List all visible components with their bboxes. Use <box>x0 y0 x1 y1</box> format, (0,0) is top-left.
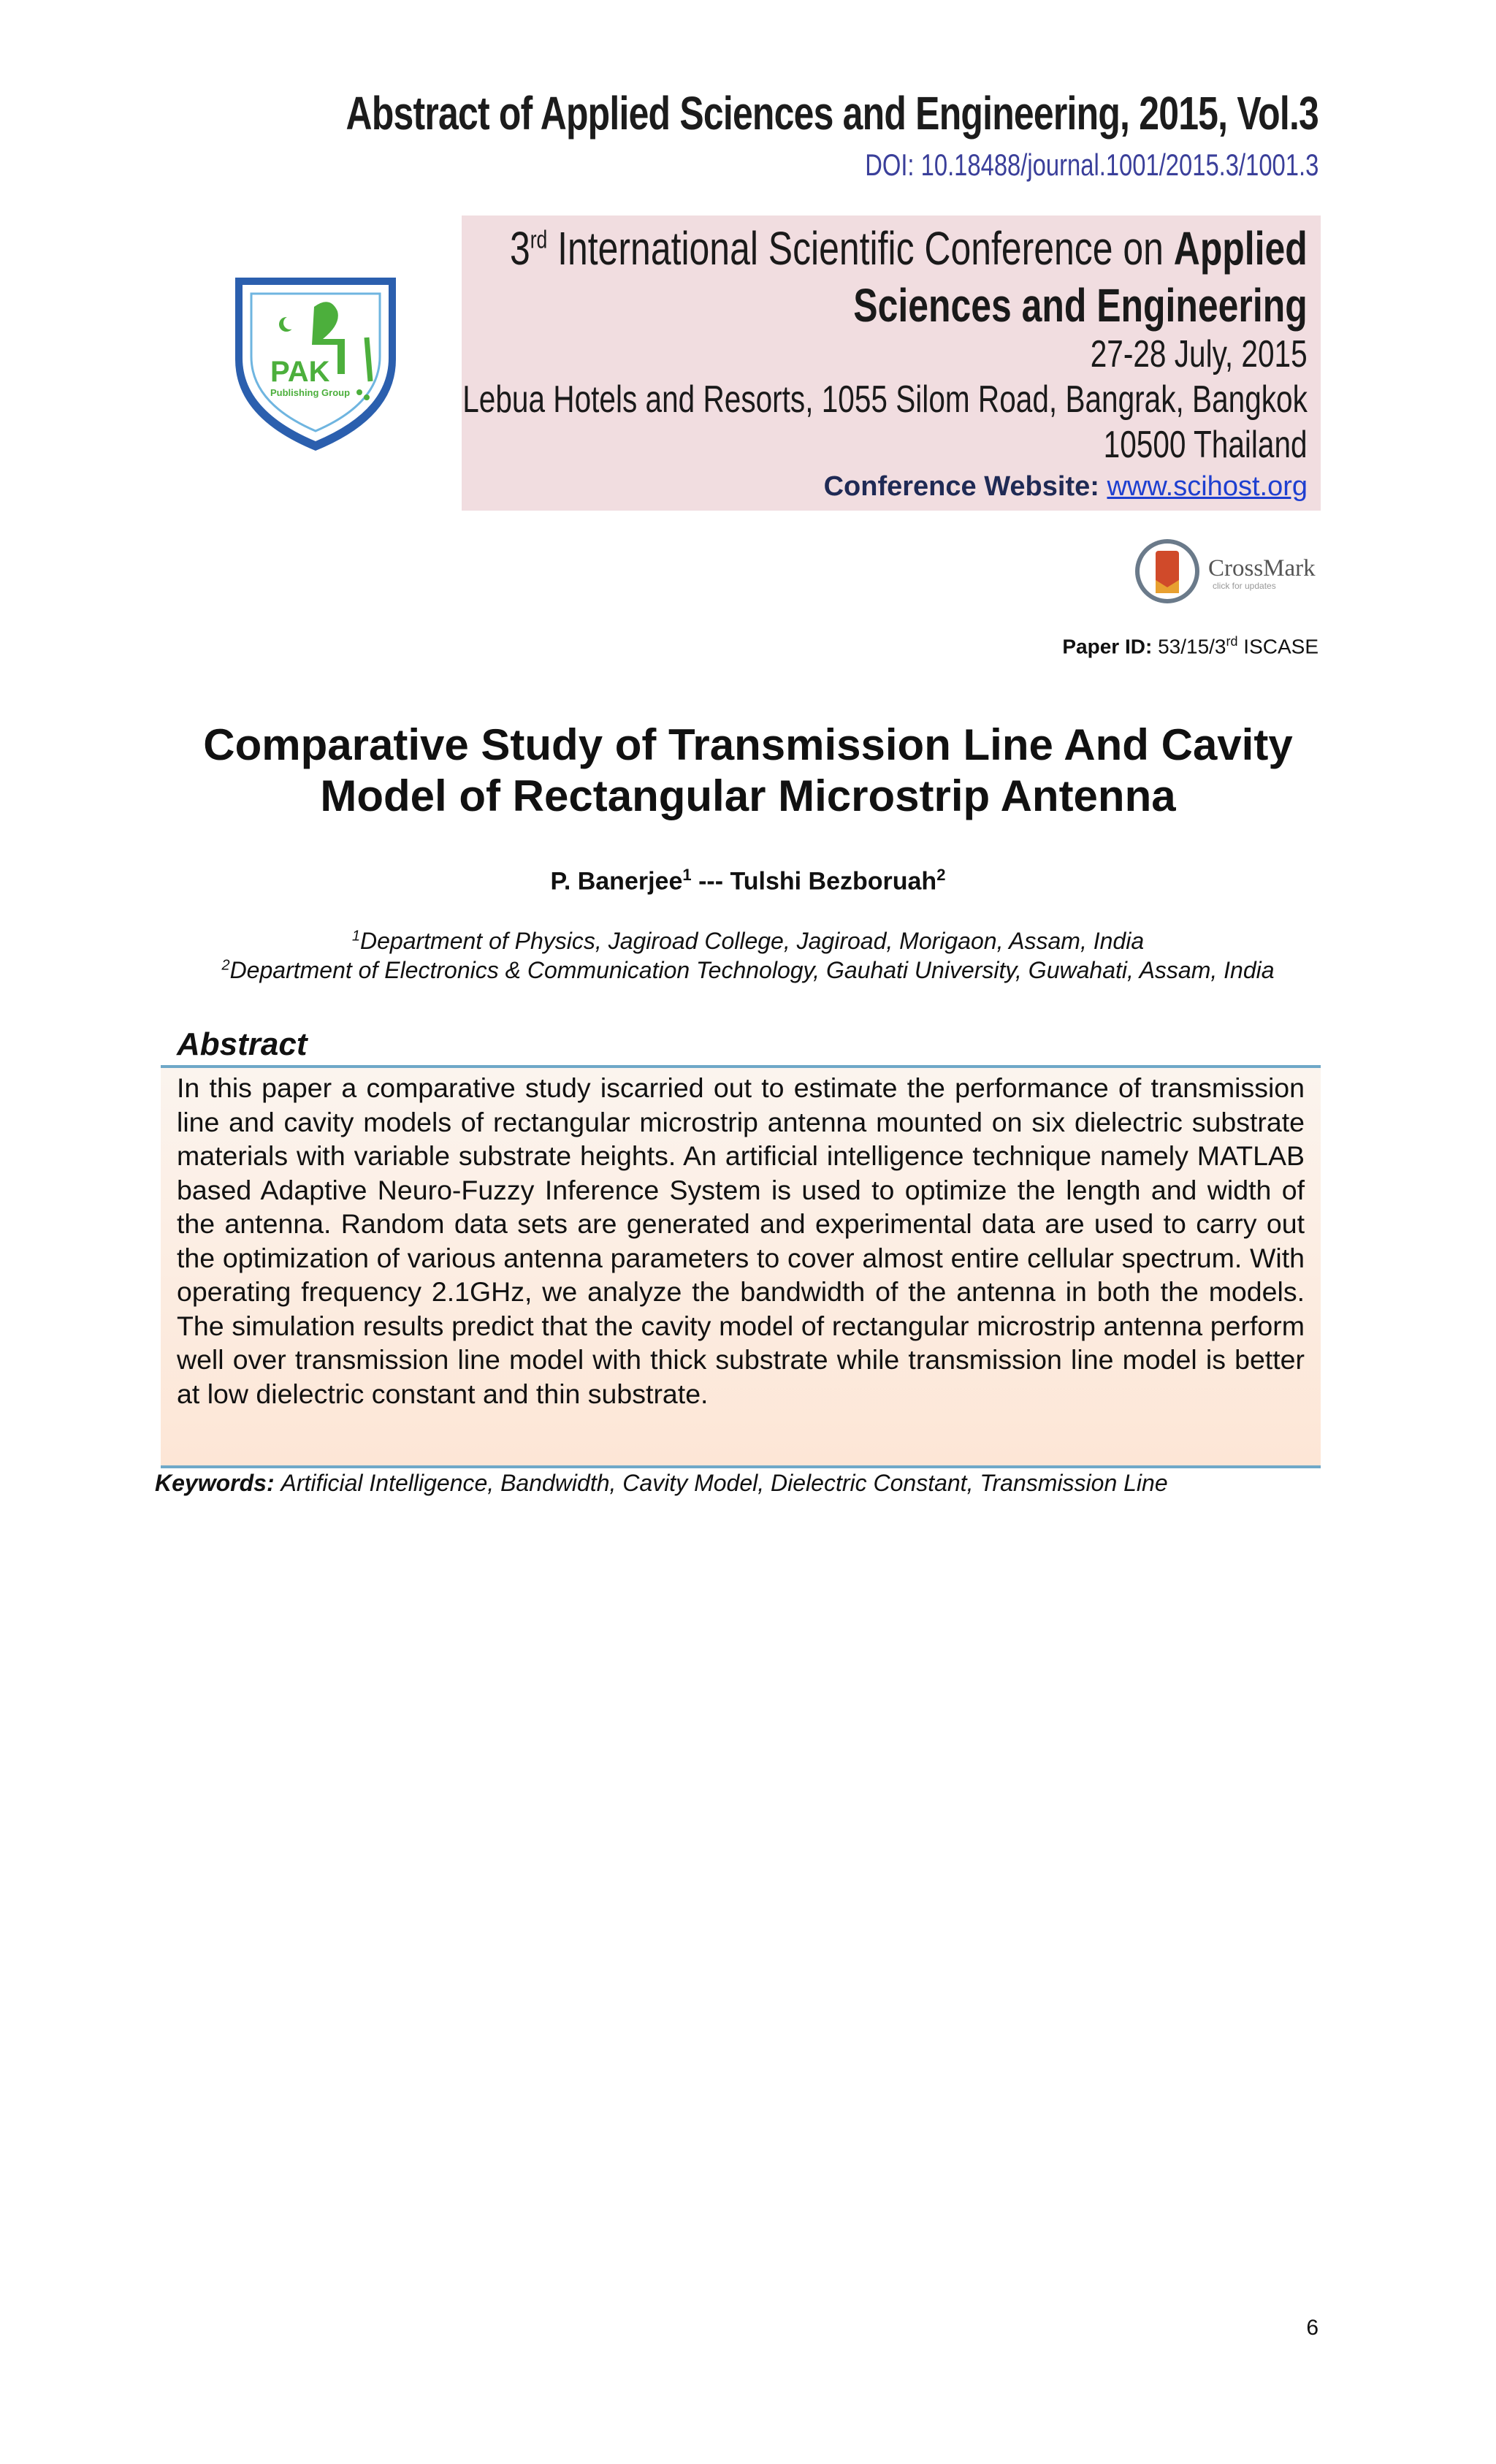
logo-subtext: Publishing Group <box>270 387 351 398</box>
conference-venue: Lebua Hotels and Resorts, 1055 Silom Road, Bangrak, Bangkok <box>462 378 1308 421</box>
logo-text: PAK <box>270 356 330 388</box>
paper-id: Paper ID: 53/15/3rd ISCASE <box>1062 634 1318 658</box>
abstract-text: In this paper a comparative study iscarried out to estimate the performance of transmission line and cavity models of rectangular microstrip antenna mounted on six dielectric substrate materials with variable substrate heights. An artificial intelligence technique namely MATLAB based Adaptive Neuro-Fuzzy Inference System is used to optimize the length and width of the antenna. Random data sets are generated and experimental data are used to carry out the optimization of various antenna parameters to cover almost entire cellular spectrum. With operating frequency 2.1GHz, we analyze the bandwidth of the antenna in both the models. The simulation results predict that the cavity model of rectangular microstrip antenna perform well over transmission line model with thick substrate while transmission line model is better at low dielectric constant and thin substrate. <box>177 1072 1305 1409</box>
conference-website-link[interactable]: www.scihost.org <box>1107 471 1308 502</box>
crossmark-tagline: click for updates <box>1213 581 1276 591</box>
crossmark-name: CrossMark <box>1208 555 1316 581</box>
journal-doi[interactable]: DOI: 10.18488/journal.1001/2015.3/1001.3 <box>864 148 1318 182</box>
paper-authors: P. Banerjee$^1$ --- Tulshi Bezboruah$^2$ <box>550 866 946 896</box>
abstract-heading: Abstract <box>177 1026 308 1062</box>
paper-title <box>131 720 1365 822</box>
page-number: 6 <box>1306 2316 1318 2340</box>
affiliation-2: $^2$Department of Electronics & Communication Technology, Gauhati University, Guwahati, Assam, India <box>221 957 1275 983</box>
conference-website: Conference Website: www.scihost.org <box>823 471 1308 502</box>
conference-title-line2: Sciences and Engineering <box>853 279 1308 332</box>
paper-title-line1: Comparative Study of Transmission Line And Cavity <box>203 720 1293 769</box>
author-1: P. Banerjee <box>550 867 683 896</box>
conference-title-line1: 3rd International Scientific Conference on Applied <box>510 222 1308 275</box>
affiliation-1: $^1$Department of Physics, Jagiroad College, Jagiroad, Morigaon, Assam, India <box>351 928 1145 954</box>
author-2: Tulshi Bezboruah <box>730 867 937 896</box>
conference-box <box>462 215 1321 511</box>
abstract-box <box>161 1065 1321 1468</box>
paper-title-line2: Model of Rectangular Microstrip Antenna <box>320 771 1176 820</box>
journal-title: Abstract of Applied Sciences and Engineering, 2015, Vol.3 <box>346 87 1318 140</box>
crossmark-badge[interactable] <box>1134 535 1324 608</box>
conference-postcode: 10500 Thailand <box>1104 424 1308 466</box>
conference-dates: 27-28 July, 2015 <box>1091 333 1308 375</box>
publisher-logo <box>228 272 403 454</box>
keywords: Keywords: Artificial Intelligence, Bandwidth, Cavity Model, Dielectric Constant, Transmission Line <box>155 1470 1168 1496</box>
